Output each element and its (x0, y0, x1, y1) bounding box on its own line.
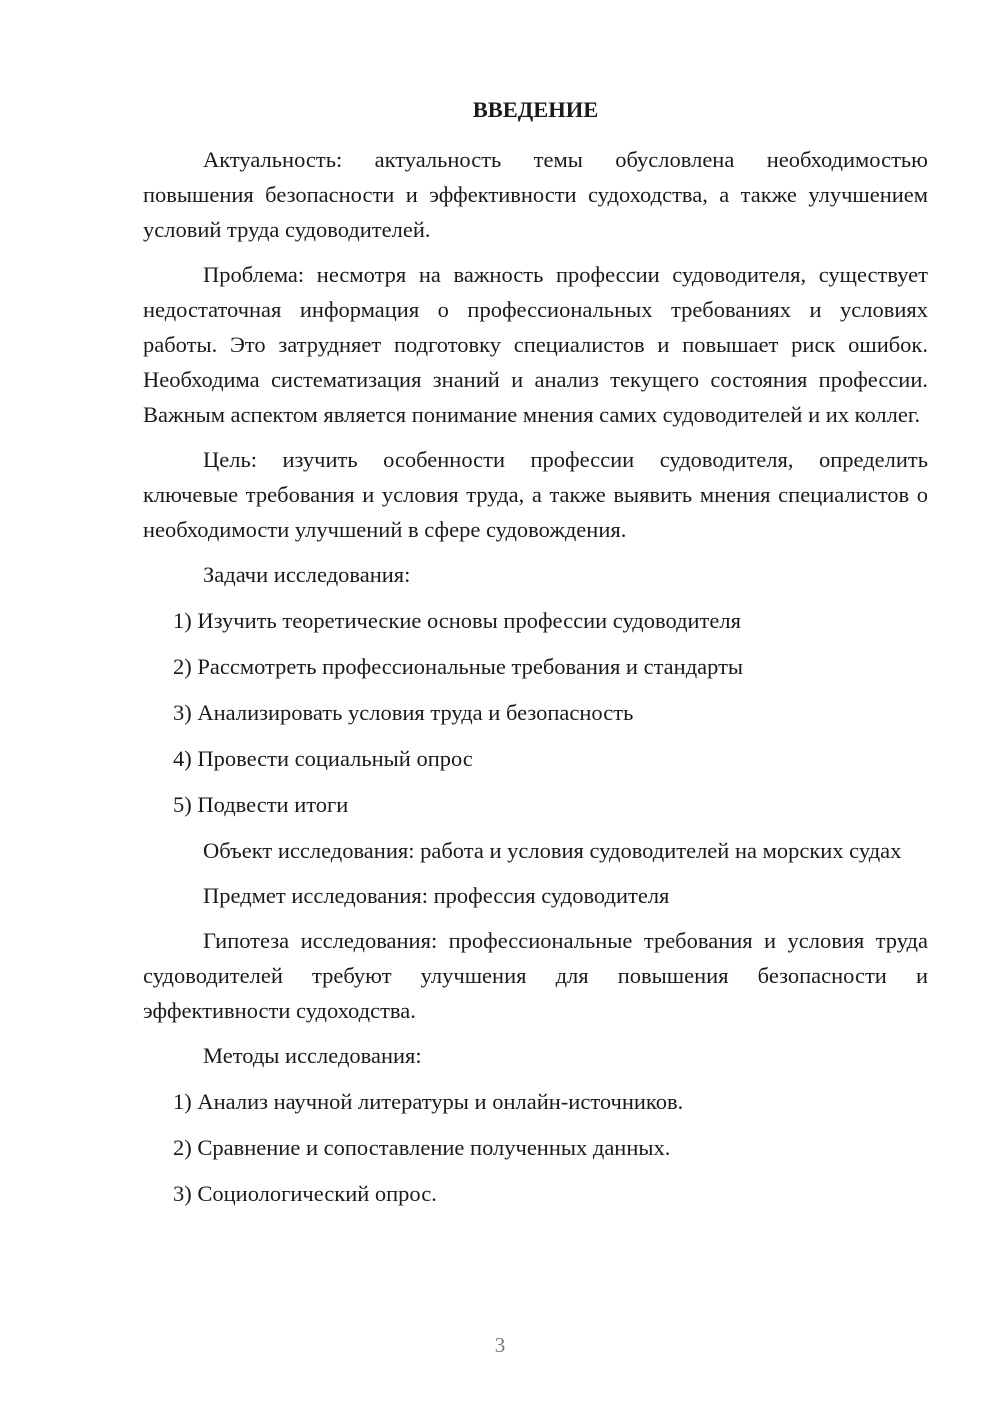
object-paragraph: Объект исследования: работа и условия судоводителей на морских судах (203, 838, 902, 863)
list-item: 4) Провести социальный опрос (173, 746, 473, 771)
page-number: 3 (494, 1333, 506, 1357)
relevance-paragraph: Актуальность: актуальность темы обусловлена необходимостью повышения безопасности и эффективности судоходства, а также улучшением условий труда судоводителей. (143, 147, 928, 242)
list-item: 1) Изучить теоретические основы профессии судоводителя (173, 608, 741, 633)
list-item: 2) Рассмотреть профессиональные требования и стандарты (173, 654, 744, 679)
tasks-label: Задачи исследования: (203, 562, 411, 587)
list-item: 3) Анализировать условия труда и безопасность (173, 700, 634, 725)
hypothesis-paragraph: Гипотеза исследования: профессиональные требования и условия труда судоводителей требуют улучшения для повышения безопасности и эффективности судоходства. (143, 928, 928, 1023)
methods-label: Методы исследования: (203, 1043, 422, 1068)
methods-list (143, 1084, 928, 1211)
page-content (143, 92, 928, 1222)
list-item: 1) Анализ научной литературы и онлайн-источников. (173, 1089, 684, 1114)
goal-paragraph: Цель: изучить особенности профессии судоводителя, определить ключевые требования и условия труда, а также выявить мнения специалистов о необходимости улучшений в сфере судовождения. (143, 447, 928, 542)
list-item: 5) Подвести итоги (173, 792, 349, 817)
list-item: 2) Сравнение и сопоставление полученных данных. (173, 1135, 671, 1160)
problem-paragraph: Проблема: несмотря на важность профессии судоводителя, существует недостаточная информация о профессиональных требованиях и условиях работы. Это затрудняет подготовку специалистов и повышает риск ошибок. Необходима систематизация знаний и анализ текущего состояния профессии. Важным аспектом является понимание мнения самих судоводителей и их коллег. (143, 262, 928, 427)
subject-paragraph: Предмет исследования: профессия судоводителя (203, 883, 670, 908)
list-item: 3) Социологический опрос. (173, 1181, 437, 1206)
section-heading: ВВЕДЕНИЕ (472, 97, 599, 122)
tasks-list (143, 603, 928, 822)
